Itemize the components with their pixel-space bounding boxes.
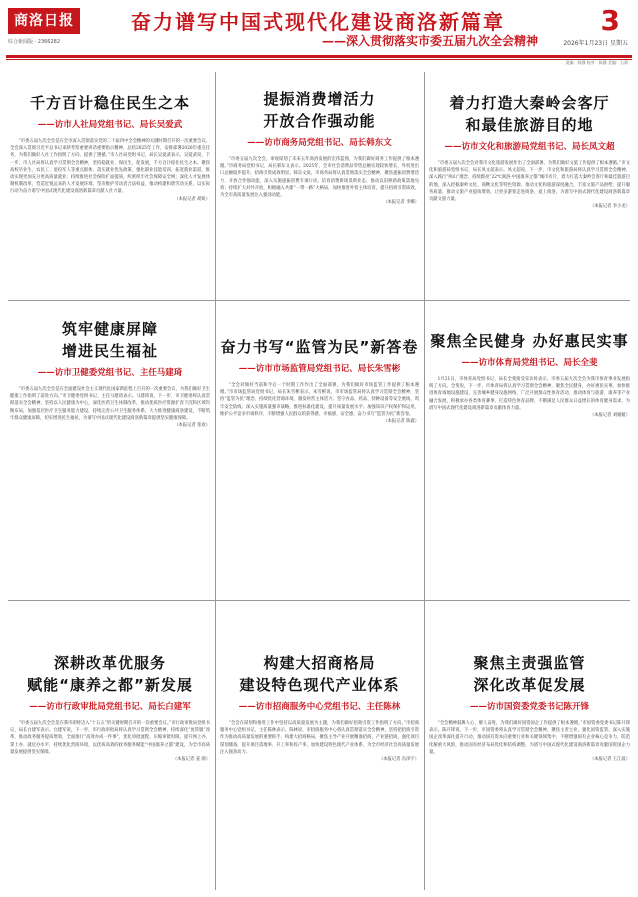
article-subtitle: ——访市人社局党组书记、局长吴爱武 (37, 120, 183, 130)
article-title: 构建大招商格局 (263, 654, 376, 672)
article (10, 318, 210, 596)
article (429, 652, 630, 890)
article (429, 92, 630, 297)
article-reporter: （本报记者 陈鑫） (383, 419, 419, 425)
article-subtitle: ——访市招商服务中心党组书记、主任陈林 (238, 702, 401, 712)
article-subtitle: ——访市文化和旅游局党组书记、局长凤文超 (444, 142, 615, 152)
article-title: 聚焦主责强监管 (473, 654, 586, 672)
article (220, 652, 419, 890)
article-title: 和最佳旅游目的地 (465, 116, 594, 134)
article-title: 开放合作强动能 (263, 112, 376, 130)
article-subtitle: ——访市卫健委党组书记、主任马建琦 (37, 368, 183, 378)
newspaper-logo: 商洛日报 (8, 8, 80, 34)
article (220, 336, 419, 596)
row-divider (8, 600, 630, 601)
page-subline: ——深入贯彻落实市委五届九次全会精神 (321, 34, 538, 48)
article-body: “全会精神鼓舞人心、催人奋进，为我们做好国资国企工作提供了根本遵循。”市国资委党委书记陈开锋表示。陈开锋说，下一步，市国资委将认真学习贯彻全会精神，聚焦主责主业，强化国资监管，深入实施国企改革深化提升行动，推动国有资本向重要行业和关键领域集中，不断增强国有企业核心竞争力，防范化解重大风险，推动国有经济布局优化和结构调整，为谱写中国式现代化建设商洛新篇章贡献国资国企力量。 (429, 721, 630, 755)
issue-date: 2026年1月23日 星期五 (563, 40, 628, 47)
article-reporter: （本报记者 胡锐） (174, 196, 210, 202)
article-reporter: （本报记者 李娜） (383, 200, 419, 206)
article-body: “全会对做好当前和今后一个时期工作作出了全面部署，为我们做好市场监管工作提供了根本遵循。”市市场监管局党组书记、局长朱雪彬表示。朱雪彬说，市市场监管局将认真学习贯彻全会精神，坚持“监管为民”理念，持续优化营商环境，激发经营主体活力；坚守食品、药品、特种设备等安全底线，筑牢安全防线；深入实施质量强市战略，推进标准化建设，提升质量发展水平；加强知识产权保护和运用，维护公平竞争市场秩序，不断增强人民群众的获得感、幸福感、安全感，奋力书写“监管为民”新答卷。 (220, 383, 419, 417)
article-title: 奋力书写“监管为民”新答卷 (220, 338, 419, 356)
article-subtitle: ——访市市场监管局党组书记、局长朱雪彬 (238, 364, 401, 374)
article-title: 筑牢健康屏障 (61, 320, 158, 338)
article-subtitle: ——访市体育局党组书记、局长全斐 (461, 358, 598, 368)
article-reporter: （本报记者 张欢） (174, 423, 210, 429)
article-subtitle: ——访市行政审批局党组书记、局长白建军 (29, 702, 191, 712)
article-title: 着力打造大秦岭会客厅 (449, 94, 610, 112)
article-title: 千方百计稳住民生之本 (29, 94, 190, 112)
article-reporter: （本报记者 李小龙） (589, 204, 630, 210)
article-body: “市委五届九次全会是在我市即将迈入“十五五”的关键时期召开的一次重要会议。”市行政审批局党组书记、局长白建军表示。白建军说，下一步，市行政审批局将认真学习贯彻全会精神，持续深化“放管服”改革，推动政务服务提质增效，全面推行“高效办成一件事”，优化审批流程，压缩审批时限，提升网上办、掌上办、就近办水平，持续优化营商环境，以优质高效的政务服务赋能“中国康养之都”建设，为全市高质量发展提供坚实保障。 (10, 721, 210, 755)
article-reporter: （本报记者 王江波） (589, 757, 630, 763)
article (10, 92, 210, 297)
article-body: “市委五届九次全会对我市文化旅游发展作出了全面部署，为我们做好文旅工作提供了根本遵循。”市文化和旅游局党组书记、局长凤文超表示。凤文超说，下一步，市文化和旅游局将认真学习贯彻全会精神，深入践行“两山”理念，持续擦亮“22℃商洛·中国康养之都”城市名片，着力打造大秦岭会客厅和最佳旅游目的地。深入挖掘秦岭文化、商鞅文化等特色资源，推动文化和旅游深度融合，丰富文旅产品供给，提升服务质量，推动文旅产业提质增效，让更多游客走进商洛、爱上商洛，为谱写中国式现代化建设商洛新篇章贡献文旅力量。 (429, 161, 630, 203)
article-title: 深化改革促发展 (473, 676, 586, 694)
article-body: “市委五届九次全会，审视谋划了未来五年商洛发展的宏伟蓝图，为我们做好商务工作提供了根本遵循。”市商务局党组书记、局长韩东文表示。2025年，全市社会消费品零售总额实现较快增长，外贸进出口总额稳步提升，招商引资成效明显。韩东文说，市商务局将认真贯彻落实全会精神，聚焦提振消费增活力、开放合作强动能，深入实施提振消费专项行动，培育消费新场景新业态，推动以旧换新政策落地见效；持续扩大对外开放，积极融入共建“一带一路”大格局，加快推进外贸主体培育，提升招商引资质效，为全市高质量发展注入强劲动能。 (220, 157, 419, 199)
article-subtitle: ——访市国资委党委书记陈开锋 (469, 702, 589, 712)
header-rule (6, 55, 632, 58)
article (10, 652, 210, 890)
article-title: 赋能“康养之都”新发展 (27, 676, 193, 694)
header-thin-rule (6, 59, 632, 60)
article-subtitle: ——访市商务局党组书记、局长韩东文 (247, 138, 392, 148)
column-divider (424, 72, 425, 890)
article-title: 增进民生福祉 (61, 342, 158, 360)
page-headline: 奋力谱写中国式现代化建设商洛新篇章 (131, 10, 505, 34)
editors-line: 责编：陈静 校对：陈静 美编：石莉 (565, 60, 628, 65)
article-body: “市委五届九次全会是在全市深入贯彻落实党的二十届四中全会精神的关键时期召开的一次重要会议。全会深入贯彻习近平总书记来陕考察重要讲话重要指示精神，总结2025年工作，安排部署2026年重点任务，为我们做好人社工作指明了方向、提供了遵循。”市人社局党组书记、局长吴爱武表示。吴爱武说，下一步，市人社局将认真学习贯彻全会精神，坚持稳就业、保民生、促发展，千方百计稳住民生之本。聚焦高校毕业生、农民工、退役军人等重点群体，落实就业优先政策，强化职业技能培训，拓宽就业渠道，推动实现更加充分更高质量就业；持续推进社会保险扩面提质，织密织牢社会保障安全网；深化人才发展体制机制改革，营造近悦远来的人才发展环境；坚决维护劳动者合法权益，推动构建和谐劳动关系，以实际行动为奋力谱写中国式现代化建设商洛新篇章贡献人社力量。 (10, 139, 210, 195)
article (220, 88, 419, 297)
article-title: 深耕改革优服务 (53, 654, 166, 672)
article-body: 1月21日，市体育局党组书记、局长全斐接受采访时表示，市委五届九次全会为我市体育事业发展指明了方向。全斐说，下一步，市体育局将认真学习贯彻全会精神，聚焦全民健身，办好惠民实事。加快推进体育场地设施建设，完善城乡健身设施网络，广泛开展群众性体育活动，推动体育与旅游、康养等产业融合发展，积极承办各类体育赛事，打造特色体育品牌，不断满足人民群众日益增长的体育健身需求，为谱写中国式现代化建设商洛新篇章贡献体育力量。 (429, 377, 630, 411)
row-divider (8, 300, 630, 301)
article (429, 330, 630, 596)
edition-sub: 综合新闻版 · 2366282 (8, 39, 61, 45)
article-reporter: （本报记者 刘媛媛） (589, 413, 630, 419)
article-title: 聚焦全民健身 办好惠民实事 (430, 332, 629, 350)
article-body: “市委五届九次全会是在全面建设社会主义现代化国家新征程上召开的一次重要会议，为我们做好卫生健康工作指明了前进方向。”市卫健委党组书记、主任马建琦表示。马建琦说，下一步，市卫健委将认真贯彻落实全会精神，坚持以人民健康为中心，深化医药卫生体制改革，推动优质医疗资源扩容下沉和区域均衡布局，加强基层医疗卫生服务能力建设，持续完善公共卫生服务体系，大力推进健康商洛建设，不断筑牢群众健康屏障，切实增进民生福祉，为谱写中国式现代化建设商洛新篇章提供坚实健康保障。 (10, 387, 210, 421)
article-title: 建设特色现代产业体系 (239, 676, 400, 694)
article-reporter: （本报记者 姜 颜） (172, 757, 210, 763)
article-title: 提振消费增活力 (263, 90, 376, 108)
column-divider (215, 72, 216, 890)
article-reporter: （本报记者 冯泽宇） (378, 757, 419, 763)
page-number: 3 (600, 4, 620, 37)
masthead (0, 0, 638, 50)
article-body: “全会在谋划和推进工作中坚持以高质量发展为主题，为我们做好招商引资工作指明了方向。”市招商服务中心党组书记、主任陈林表示。陈林说，市招商服务中心将认真贯彻落实全会精神，坚持把招商引资作为推动高质量发展的重要抓手，构建大招商格局，聚焦主导产业开展精准招商、产业链招商，强化项目谋划储备，提升项目落地率、开工率和投产率，加快建设特色现代产业体系，为全市经济社会高质量发展注入强劲动力。 (220, 721, 419, 755)
